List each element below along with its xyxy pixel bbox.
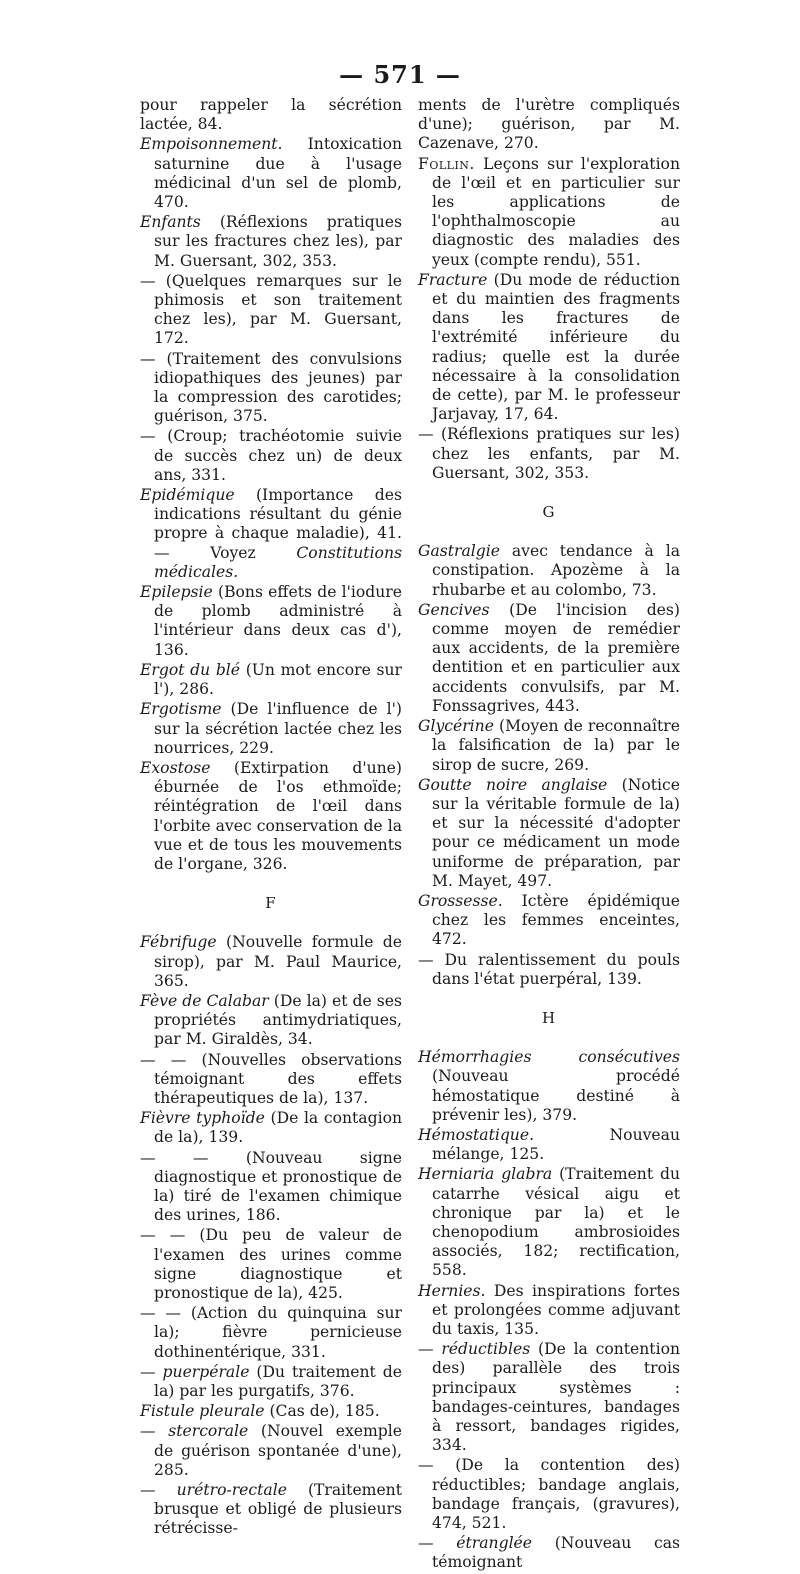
entry-text: avec tendance à la constipation. Apozème à la rhubarbe et au colombo, 73. xyxy=(432,542,680,599)
index-entry xyxy=(140,427,402,485)
section-letter: H xyxy=(541,1008,557,1027)
index-entry xyxy=(140,1363,402,1401)
index-entry xyxy=(418,1282,680,1340)
entry-text: — (De la contention des) réductibles; bandage anglais, bandage français, (gravures), 474, 521. xyxy=(418,1456,680,1533)
entry-text: Nouveau mélange, 125. xyxy=(432,1125,680,1164)
index-entry xyxy=(140,1051,402,1109)
index-entry xyxy=(140,486,402,582)
left-column xyxy=(140,96,402,1540)
entry-heading: Fébrifuge xyxy=(140,933,217,952)
index-entry xyxy=(418,892,680,950)
entry-heading: Hernies. xyxy=(418,1281,486,1300)
index-entry xyxy=(140,1149,402,1226)
entry-text: (Réflexions pratiques sur les fractures chez les), par M. Guersant, 302, 353. xyxy=(154,213,402,270)
index-entry xyxy=(418,1048,680,1125)
entry-text: (Moyen de reconnaître la falsification de la) par le sirop de sucre, 269. xyxy=(432,717,680,774)
index-entry xyxy=(140,272,402,349)
index-entry xyxy=(140,700,402,758)
entry-text: (Notice sur la véritable formule de la) et sur la nécessité d'adopter pour ce médicament un mode uniforme de préparation, par M. Mayet, 497. xyxy=(432,775,680,890)
entry-text: — — (Action du quinquina sur la); fièvre pernicieuse dothinentérique, 331. xyxy=(140,1304,402,1361)
index-entry xyxy=(140,213,402,271)
entry-text: (Du mode de réduction et du maintien des fragments dans les fractures de l'extrémité inférieure du radius; quelle est la durée nécessaire à la consolidation de cette), par M. le professeur Jarjavay, 17, 64. xyxy=(432,270,680,424)
index-entry xyxy=(140,350,402,427)
entry-text: (De la contention des) parallèle des trois principaux systèmes : bandages-ceintures, bandages à ressort, bandages rigides, 334. xyxy=(432,1340,680,1455)
entry-heading: Gastralgie xyxy=(418,542,500,561)
entry-text: (Nouveau procédé hémostatique destiné à prévenir les), 379. xyxy=(432,1067,680,1124)
entry-heading: — puerpérale xyxy=(140,1362,250,1381)
index-entry xyxy=(418,1340,680,1455)
entry-text: (Bons effets de l'iodure de plomb administré à l'intérieur dans deux cas d'), 136. xyxy=(154,583,402,659)
entry-heading: Glycérine xyxy=(418,717,494,736)
index-entry xyxy=(418,96,680,154)
entry-heading: Fracture xyxy=(418,270,488,289)
index-entry xyxy=(140,96,402,134)
entry-heading: — réductibles xyxy=(418,1340,531,1359)
index-entry xyxy=(418,601,680,716)
index-entry xyxy=(140,1304,402,1362)
index-entry xyxy=(140,1402,402,1421)
index-entry xyxy=(140,992,402,1050)
entry-heading: Fièvre typhoïde xyxy=(140,1109,265,1128)
entry-text: pour rappeler la sécrétion lactée, 84. xyxy=(140,96,402,134)
page-number: — 571 — xyxy=(339,60,461,89)
entry-heading: Herniaria glabra xyxy=(418,1165,553,1184)
entry-text: — — (Nouvelles observations témoignant des effets thérapeutiques de la), 137. xyxy=(140,1050,402,1107)
entry-text: Des inspirations fortes et prolongées comme adjuvant du taxis, 135. xyxy=(432,1281,680,1338)
entry-text: (De la contagion de la), 139. xyxy=(154,1109,402,1147)
index-entry xyxy=(418,1534,680,1572)
entry-heading: Fève de Calabar xyxy=(140,991,269,1010)
entry-heading: Epidémique xyxy=(140,486,235,505)
entry-text: (De l'influence de l') sur la sécrétion lactée chez les nourrices, 229. xyxy=(154,700,402,757)
entry-heading: Empoisonnement. xyxy=(140,135,283,154)
entry-text: Leçons sur l'exploration de l'œil et en particulier sur les applications de l'ophthalmoscopie au diagnostic des maladies des yeux (compte rendu), 551. xyxy=(432,154,680,269)
entry-heading: Ergot du blé xyxy=(140,660,241,679)
index-entry xyxy=(140,1109,402,1147)
index-entry xyxy=(418,951,680,989)
entry-heading: — stercorale xyxy=(140,1422,249,1441)
entry-text: — — (Nouveau signe diagnostique et pronostique de la) tiré de l'examen chimique des urines, 186. xyxy=(140,1148,402,1225)
entry-text: (Nouvelle formule de sirop), par M. Paul Maurice, 365. xyxy=(154,933,402,990)
index-entry xyxy=(140,135,402,212)
entry-text: — (Réflexions pratiques sur les) chez les enfants, par M. Guersant, 302, 353. xyxy=(418,425,680,482)
section-letter: G xyxy=(542,503,556,522)
entry-heading: Fistule pleurale xyxy=(140,1402,265,1421)
entry-text: (Du traitement de la) par les purgatifs, 376. xyxy=(154,1362,402,1400)
index-entry xyxy=(418,542,680,600)
index-entry xyxy=(140,1226,402,1303)
entry-heading: — étranglée xyxy=(418,1534,533,1553)
index-entry xyxy=(418,1165,680,1280)
entry-text: (De la) et de ses propriétés antimydriatiques, par M. Giraldès, 34. xyxy=(154,991,403,1049)
entry-text: (Traitement du catarrhe vésical aigu et chronique par la) et le chenopodium ambrosioides associés, 182; rectification, 558. xyxy=(432,1165,681,1280)
entry-heading: — urétro-rectale xyxy=(140,1481,287,1500)
index-entry xyxy=(140,1481,402,1539)
entry-author: Follin. xyxy=(418,154,475,173)
entry-text: (Un mot encore sur l'), 286. xyxy=(154,660,402,699)
index-entry xyxy=(140,661,402,699)
entry-text: (Nouvel exemple de guérison spontanée d'une), 285. xyxy=(154,1422,402,1479)
entry-heading: Goutte noire anglaise xyxy=(418,775,608,794)
right-column xyxy=(418,96,680,1574)
index-entry xyxy=(418,776,680,891)
index-entry xyxy=(418,1456,680,1533)
entry-text: — (Quelques remarques sur le phimosis et son traitement chez les), par M. Guersant, 172. xyxy=(140,271,402,348)
entry-heading: Grossesse. xyxy=(418,891,503,910)
entry-heading: Enfants xyxy=(140,213,201,232)
entry-text: — — (Du peu de valeur de l'examen des urines comme signe diagnostique et pronostique de la), 425. xyxy=(140,1226,402,1302)
entry-text: Intoxication saturnine due à l'usage médicinal d'un sel de plomb, 470. xyxy=(154,135,402,212)
entry-heading: Hémostatique. xyxy=(418,1125,535,1144)
entry-text: (De l'incision des) comme moyen de remédier aux accidents, de la première dentition et en particulier aux accidents convulsifs, par M. Fonssagrives, 443. xyxy=(432,600,680,715)
entry-text: (Extirpation d'une) éburnée de l'os ethmoïde; réintégration de l'œil dans l'orbite avec conservation de la vue et de tous les mouvements de l'organe, 326. xyxy=(154,758,402,873)
index-entry xyxy=(140,583,402,660)
entry-text: (Importance des indications résultant du génie propre à chaque maladie), 41. — Voyez xyxy=(154,486,402,562)
entry-text: ments de l'urètre compliqués d'une); guérison, par M. Cazenave, 270. xyxy=(418,96,680,153)
entry-heading: Ergotisme xyxy=(140,700,222,719)
entry-text: (Cas de), 185. xyxy=(264,1402,380,1421)
index-entry xyxy=(140,759,402,874)
entry-text: — Du ralentissement du pouls dans l'état puerpéral, 139. xyxy=(418,950,680,988)
index-entry xyxy=(418,717,680,775)
entry-heading: Epilepsie xyxy=(140,583,213,602)
index-entry xyxy=(418,155,680,270)
entry-text: — (Croup; trachéotomie suivie de succès chez un) de deux ans, 331. xyxy=(140,427,402,484)
entry-reference: Constitutions médicales. xyxy=(154,543,402,581)
entry-heading: Hémorrhagies consécutives xyxy=(418,1048,680,1067)
index-entry xyxy=(418,1126,680,1164)
index-entry xyxy=(418,425,680,483)
entry-text: (Nouveau cas témoignant xyxy=(432,1534,680,1572)
index-entry xyxy=(140,1422,402,1480)
entry-heading: Gencives xyxy=(418,600,490,619)
entry-text: — (Traitement des convulsions idiopathiques des jeunes) par la compression des carotides; guérison, 375. xyxy=(140,349,402,426)
section-letter: F xyxy=(265,894,277,913)
index-entry xyxy=(140,933,402,991)
index-entry xyxy=(418,271,680,425)
entry-text: Ictère épidémique chez les femmes enceintes, 472. xyxy=(432,891,680,949)
entry-text: (Traitement brusque et obligé de plusieurs rétrécisse- xyxy=(154,1481,402,1538)
entry-heading: Exostose xyxy=(140,758,211,777)
